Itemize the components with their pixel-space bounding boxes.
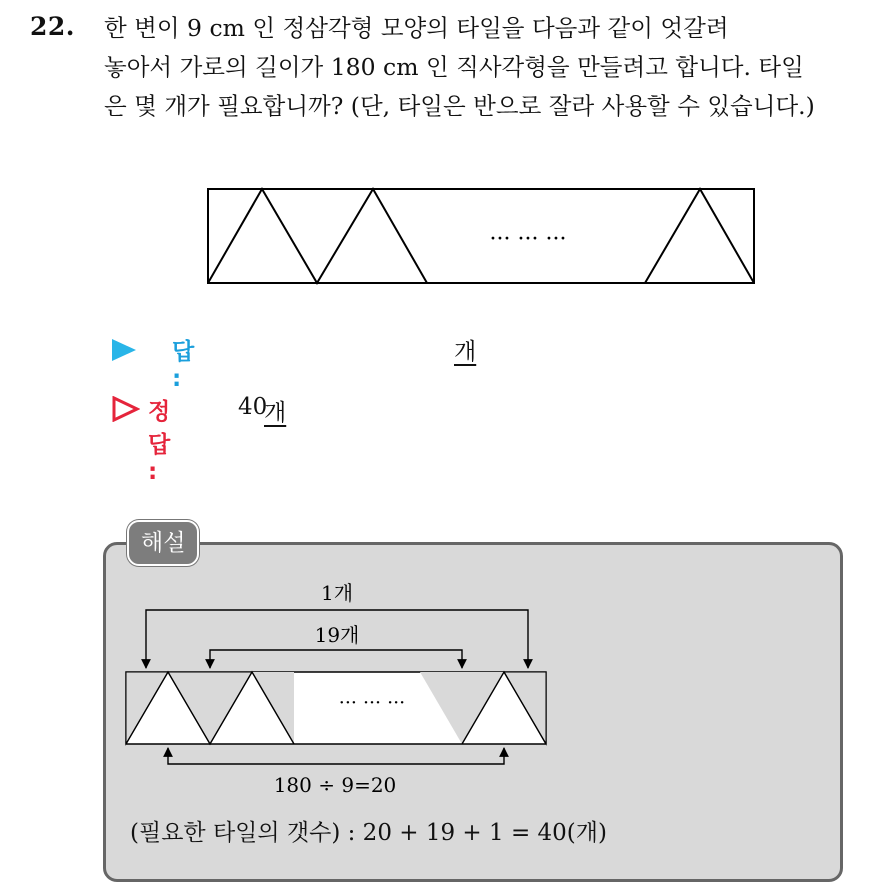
answer-unit: 개 (454, 339, 477, 365)
question-text-line-3: 은 몇 개가 필요합니까? (단, 타일은 반으로 잘라 사용할 수 있습니다.) (104, 92, 815, 120)
bottom-bracket (168, 748, 504, 764)
answer-label: 답 : (172, 339, 195, 392)
bottom-bracket-label: 180 ÷ 9=20 (273, 773, 397, 797)
question-text-line-2: 놓아서 가로의 길이가 180 cm 인 직사각형을 만들려고 합니다. 타일 (104, 53, 804, 81)
middle-bracket-label: 19개 (314, 623, 360, 647)
middle-bracket (210, 650, 462, 668)
top-bracket-label: 1개 (320, 581, 354, 605)
explanation-formula: (필요한 타일의 갯수) : 20 + 19 + 1 = 40(개) (130, 820, 607, 846)
question-text-line-1: 한 변이 9 cm 인 정삼각형 모양의 타일을 다음과 같이 엇갈려 (104, 14, 729, 42)
explanation-tab: 해설 (127, 520, 199, 566)
correct-answer-label: 정답 : (148, 399, 171, 485)
correct-answer-unit: 개 (264, 400, 287, 426)
question-number: 22. (30, 12, 75, 41)
explanation-figure-ellipsis: ··· ··· ··· (338, 692, 406, 714)
correct-answer-value: 40 (238, 394, 268, 420)
question-figure-ellipsis: ··· ··· ··· (489, 227, 567, 252)
